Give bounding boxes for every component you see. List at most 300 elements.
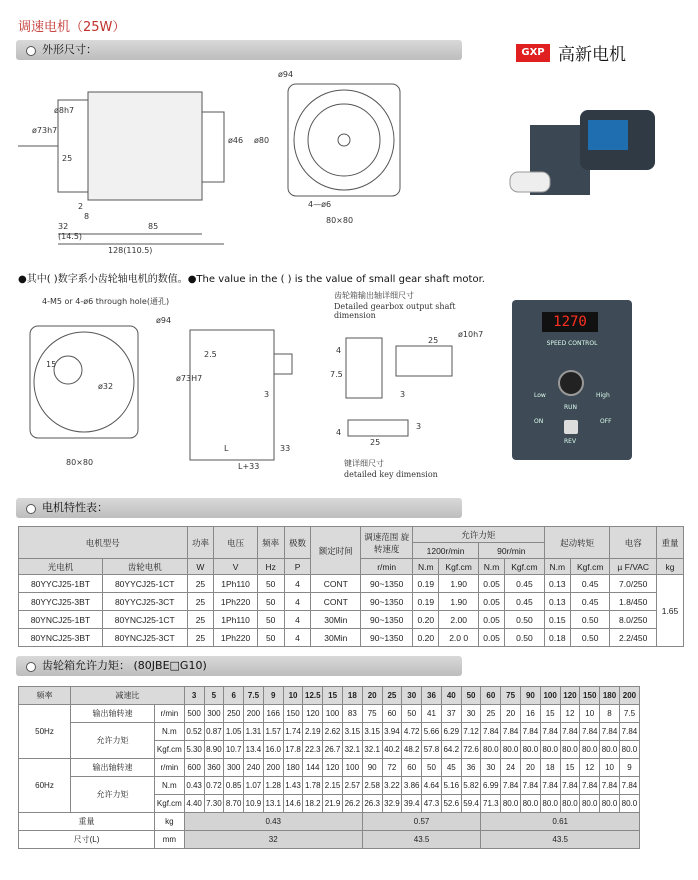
value-cell: 37: [441, 705, 461, 723]
value-cell: 80.0: [619, 795, 639, 813]
motor-characteristics-table: [18, 526, 684, 647]
th-poles: 极数: [284, 527, 311, 559]
value-cell: 200: [244, 705, 264, 723]
value-cell: 9: [619, 759, 639, 777]
table-cell: 0.05: [478, 593, 504, 611]
value-cell: 8.90: [204, 741, 224, 759]
table-cell: 2.2/450: [610, 629, 657, 647]
unit-cell: mm: [155, 831, 185, 849]
th-power: 功率: [187, 527, 214, 559]
dim-key-25: 25: [370, 438, 381, 447]
table-cell: 4: [284, 611, 311, 629]
section-dimensions: 外形尺寸：: [16, 40, 462, 60]
value-cell: 80.0: [540, 795, 560, 813]
dim-15: 15: [46, 360, 57, 369]
note-text: ●其中( )数字系小齿轮轴电机的数值。●The value in the ( ) is the value of small gear shaft motor.: [18, 274, 485, 285]
unit-cell: r/min: [155, 705, 185, 723]
value-cell: 7.30: [204, 795, 224, 813]
brand-logo: [516, 40, 626, 65]
freq-cell: 50Hz: [19, 705, 71, 759]
th2-15: kg: [657, 559, 684, 575]
value-cell: 10: [600, 759, 620, 777]
value-cell: 45: [441, 759, 461, 777]
value-cell: 25: [481, 705, 501, 723]
dim-3: 3: [264, 390, 270, 399]
value-cell: 7.84: [540, 777, 560, 795]
value-cell: 80.0: [560, 795, 580, 813]
value-cell: 0.43: [184, 777, 204, 795]
unit-cell: Kgf.cm: [155, 741, 185, 759]
th2-2: W: [187, 559, 214, 575]
table-cell: 0.18: [544, 629, 570, 647]
table-cell: 50: [257, 611, 284, 629]
table-cell: 1.90: [439, 575, 479, 593]
controller-low: Low: [534, 392, 546, 399]
value-cell: 10.7: [224, 741, 244, 759]
table-cell: 80YNCJ25-3BT: [19, 629, 103, 647]
table-cell: 0.13: [544, 593, 570, 611]
value-cell: 7.5: [619, 705, 639, 723]
value-cell: 47.3: [422, 795, 442, 813]
value-cell: 80.0: [501, 741, 521, 759]
value-cell: 7.84: [580, 777, 600, 795]
table-cell: 4: [284, 593, 311, 611]
dim-4: 4: [336, 346, 342, 355]
value-cell: 0.87: [204, 723, 224, 741]
dim-80x80: 80×80: [326, 216, 354, 225]
controller-run: RUN: [564, 404, 578, 411]
th2-10: N.m: [478, 559, 504, 575]
table-cell: 25: [187, 629, 214, 647]
value-cell: 15: [560, 759, 580, 777]
size-value: 32: [184, 831, 362, 849]
value-cell: 52.6: [441, 795, 461, 813]
value-cell: 48.2: [402, 741, 422, 759]
table-cell: 1Ph110: [214, 611, 257, 629]
value-cell: 166: [263, 705, 283, 723]
th-ratio: 减速比: [71, 687, 185, 705]
value-cell: 1.78: [303, 777, 323, 795]
dim-d94: ø94: [278, 70, 294, 79]
value-cell: 80.0: [600, 741, 620, 759]
value-cell: 7.84: [600, 723, 620, 741]
value-cell: 36: [461, 759, 481, 777]
ratio-cell: 36: [422, 687, 442, 705]
table-cell: 80YYCJ25-1CT: [102, 575, 187, 593]
table-cell: 0.19: [413, 593, 439, 611]
value-cell: 14.6: [283, 795, 303, 813]
table-cell: 7.0/250: [610, 575, 657, 593]
dim-14-5: (14.5): [58, 232, 83, 241]
value-cell: 13.4: [244, 741, 264, 759]
table-cell: 50: [257, 575, 284, 593]
value-cell: 21.9: [323, 795, 343, 813]
ratio-cell: 9: [263, 687, 283, 705]
table-cell: 1Ph220: [214, 629, 257, 647]
value-cell: 7.84: [540, 723, 560, 741]
dim-128: 128(110.5): [108, 246, 153, 255]
value-cell: 7.84: [580, 723, 600, 741]
ratio-cell: 40: [441, 687, 461, 705]
direction-switch[interactable]: [564, 420, 578, 434]
value-cell: 7.84: [619, 777, 639, 795]
value-cell: 3.15: [342, 723, 362, 741]
value-cell: 80.0: [481, 741, 501, 759]
value-cell: 500: [184, 705, 204, 723]
value-cell: 7.84: [481, 723, 501, 741]
dim-7-5: 7.5: [330, 370, 343, 379]
value-cell: 1.05: [224, 723, 244, 741]
dim-d10h7: ø10h7: [458, 330, 484, 339]
value-cell: 40.2: [382, 741, 402, 759]
ratio-cell: 60: [481, 687, 501, 705]
value-cell: 1.07: [244, 777, 264, 795]
weight-value: 0.61: [481, 813, 640, 831]
value-cell: 60: [402, 759, 422, 777]
value-cell: 200: [263, 759, 283, 777]
th2-1: 齿轮电机: [102, 559, 187, 575]
table-cell: 50: [257, 593, 284, 611]
value-cell: 80.0: [521, 741, 541, 759]
unit-cell: kg: [155, 813, 185, 831]
table-cell: 90~1350: [361, 611, 413, 629]
th2-12: N.m: [544, 559, 570, 575]
dim-2: 2: [78, 202, 84, 211]
table-cell: 8.0/250: [610, 611, 657, 629]
dim-32: 32: [58, 222, 69, 231]
value-cell: 360: [204, 759, 224, 777]
section-gearbox: 齿轮箱允许力矩： (80JBE□G10): [16, 656, 462, 676]
table-row: [19, 705, 640, 723]
th-allow-torque: 允许力矩: [413, 527, 545, 543]
controller-label: SPEED CONTROL: [546, 340, 598, 347]
th2-4: Hz: [257, 559, 284, 575]
value-cell: 3.94: [382, 723, 402, 741]
table-cell: 80YYCJ25-1BT: [19, 575, 103, 593]
value-cell: 0.52: [184, 723, 204, 741]
table-cell: 30Min: [311, 629, 361, 647]
value-cell: 80.0: [521, 795, 541, 813]
table-cell: 2.0 0: [439, 629, 479, 647]
table-cell: 25: [187, 611, 214, 629]
dim-d80: ø80: [254, 136, 270, 145]
value-cell: 83: [342, 705, 362, 723]
value-cell: 10.9: [244, 795, 264, 813]
value-cell: 18: [540, 759, 560, 777]
controller-rev: REV: [564, 438, 577, 445]
value-cell: 26.2: [342, 795, 362, 813]
table-row: [19, 723, 640, 741]
th-rated-time: 额定时间: [311, 527, 361, 575]
size-value: 43.5: [481, 831, 640, 849]
table1-body: [19, 575, 684, 647]
value-cell: 59.4: [461, 795, 481, 813]
unit-cell: Kgf.cm: [155, 795, 185, 813]
ratio-cell: 90: [521, 687, 541, 705]
value-cell: 50: [422, 759, 442, 777]
section-characteristics: 电机特性表：: [16, 498, 462, 518]
dim-d8: ø8h7: [54, 106, 75, 115]
value-cell: 5.82: [461, 777, 481, 795]
value-cell: 80.0: [560, 741, 580, 759]
gearbox-dimension-drawing: [18, 290, 488, 486]
freq-cell: 60Hz: [19, 759, 71, 813]
value-cell: 150: [283, 705, 303, 723]
th2-8: N.m: [413, 559, 439, 575]
dim-80x80-2: 80×80: [66, 458, 94, 467]
table-cell: 0.20: [413, 629, 439, 647]
value-cell: 20: [501, 705, 521, 723]
th2-14: µ F/VAC: [610, 559, 657, 575]
motor-image-svg: [500, 80, 670, 210]
value-cell: 26.7: [323, 741, 343, 759]
value-cell: 15: [540, 705, 560, 723]
value-cell: 30: [481, 759, 501, 777]
value-cell: 60: [382, 705, 402, 723]
value-cell: 300: [204, 705, 224, 723]
value-cell: 7.84: [619, 723, 639, 741]
value-cell: 32.1: [362, 741, 382, 759]
value-cell: 5.30: [184, 741, 204, 759]
weight-value: 0.43: [184, 813, 362, 831]
table-cell: 4: [284, 629, 311, 647]
dim-d73H7: ø73H7: [176, 374, 203, 383]
value-cell: 7.12: [461, 723, 481, 741]
motor-outline-svg: [18, 66, 470, 262]
value-cell: 1.57: [263, 723, 283, 741]
value-cell: 180: [283, 759, 303, 777]
weight-cell: 1.65: [657, 575, 684, 647]
gear-shaft-title-en: Detailed gearbox output shaft dimension: [334, 302, 456, 320]
ratio-cell: 6: [224, 687, 244, 705]
key-title-cn: 键详细尺寸: [344, 459, 384, 468]
ratio-cell: 200: [619, 687, 639, 705]
speed-label: 输出轴转速: [71, 705, 155, 723]
value-cell: 64.2: [441, 741, 461, 759]
value-cell: 240: [244, 759, 264, 777]
table-cell: 1Ph110: [214, 575, 257, 593]
value-cell: 72.6: [461, 741, 481, 759]
value-cell: 8: [600, 705, 620, 723]
table-cell: 0.45: [505, 575, 545, 593]
dim-85: 85: [148, 222, 159, 231]
table-cell: 0.15: [544, 611, 570, 629]
value-cell: 80.0: [600, 795, 620, 813]
ratio-cell: 120: [560, 687, 580, 705]
size-value: 43.5: [362, 831, 481, 849]
controller-display: 1270: [542, 312, 598, 332]
motor-photo: [500, 80, 670, 210]
table-row: [19, 831, 640, 849]
value-cell: 0.72: [204, 777, 224, 795]
value-cell: 39.4: [402, 795, 422, 813]
table-cell: 25: [187, 575, 214, 593]
table-row: [19, 777, 640, 795]
value-cell: 80.0: [619, 741, 639, 759]
value-cell: 7.84: [501, 723, 521, 741]
unit-cell: N.m: [155, 777, 185, 795]
ratio-cell: 15: [323, 687, 343, 705]
value-cell: 2.57: [342, 777, 362, 795]
page-title: 调速电机（25W）: [18, 20, 126, 35]
value-cell: 300: [224, 759, 244, 777]
value-cell: 26.3: [362, 795, 382, 813]
value-cell: 57.8: [422, 741, 442, 759]
speed-label: 输出轴转速: [71, 759, 155, 777]
value-cell: 1.28: [263, 777, 283, 795]
th2-9: Kgf.cm: [439, 559, 479, 575]
table-cell: 0.20: [413, 611, 439, 629]
ratio-cell: 18: [342, 687, 362, 705]
value-cell: 120: [303, 705, 323, 723]
table-cell: 80YNCJ25-1BT: [19, 611, 103, 629]
table-cell: 1.8/450: [610, 593, 657, 611]
th-freq: 频率: [257, 527, 284, 559]
table-cell: 0.50: [570, 611, 610, 629]
ratio-cell: 3: [184, 687, 204, 705]
dim-d32: ø32: [98, 382, 114, 391]
dim-shaft-25: 25: [428, 336, 439, 345]
value-cell: 7.84: [560, 723, 580, 741]
value-cell: 13.1: [263, 795, 283, 813]
table-cell: 25: [187, 593, 214, 611]
value-cell: 7.84: [560, 777, 580, 795]
value-cell: 80.0: [501, 795, 521, 813]
ratio-cell: 25: [382, 687, 402, 705]
table-cell: 80YYCJ25-3BT: [19, 593, 103, 611]
dim-4-d6: 4—ø6: [308, 200, 332, 209]
th-1200: 1200r/min: [413, 543, 479, 559]
value-cell: 1.74: [283, 723, 303, 741]
table-row: [19, 759, 640, 777]
table-cell: 50: [257, 629, 284, 647]
speed-knob[interactable]: [558, 370, 584, 396]
table-cell: 30Min: [311, 611, 361, 629]
value-cell: 32.9: [382, 795, 402, 813]
ratio-cell: 75: [501, 687, 521, 705]
brand-name: 高新电机: [558, 45, 626, 65]
motor-dimension-drawing: [18, 66, 470, 262]
table-cell: 1.90: [439, 593, 479, 611]
value-cell: 80.0: [580, 795, 600, 813]
value-cell: 30: [461, 705, 481, 723]
table-row: [19, 575, 684, 593]
table-cell: 0.45: [570, 593, 610, 611]
dim-d94-2: ø94: [156, 316, 172, 325]
controller-high: High: [596, 392, 610, 399]
table-cell: 0.19: [413, 575, 439, 593]
value-cell: 250: [224, 705, 244, 723]
value-cell: 80.0: [580, 741, 600, 759]
table-cell: 0.13: [544, 575, 570, 593]
value-cell: 10: [580, 705, 600, 723]
table-cell: 0.05: [478, 611, 504, 629]
th-weight: 重量: [657, 527, 684, 559]
controller-off: OFF: [600, 418, 612, 425]
value-cell: 12: [560, 705, 580, 723]
table-cell: 0.05: [478, 629, 504, 647]
th2-13: Kgf.cm: [570, 559, 610, 575]
th-frequency: 频率: [19, 687, 71, 705]
value-cell: 17.8: [283, 741, 303, 759]
value-cell: 90: [362, 759, 382, 777]
table-cell: 90~1350: [361, 575, 413, 593]
value-cell: 75: [362, 705, 382, 723]
table-row: [19, 813, 640, 831]
ratio-cell: 150: [580, 687, 600, 705]
dim-d46: ø46: [228, 136, 244, 145]
value-cell: 16: [521, 705, 541, 723]
th-start-torque: 起动转矩: [544, 527, 610, 559]
dim-L33: L+33: [238, 462, 260, 471]
table-cell: 2.00: [439, 611, 479, 629]
value-cell: 6.29: [441, 723, 461, 741]
table-cell: 0.45: [570, 575, 610, 593]
dim-key-3: 3: [400, 390, 406, 399]
value-cell: 4.40: [184, 795, 204, 813]
brand-mark: GXP: [516, 44, 550, 62]
unit-cell: N.m: [155, 723, 185, 741]
table-cell: 90~1350: [361, 629, 413, 647]
value-cell: 2.15: [323, 777, 343, 795]
th-90: 90r/min: [478, 543, 544, 559]
value-cell: 16.0: [263, 741, 283, 759]
th2-11: Kgf.cm: [505, 559, 545, 575]
ratio-cell: 180: [600, 687, 620, 705]
value-cell: 50: [402, 705, 422, 723]
ratio-cell: 100: [540, 687, 560, 705]
controller-on: ON: [534, 418, 544, 425]
ratio-cell: 7.5: [244, 687, 264, 705]
value-cell: 7.84: [521, 723, 541, 741]
value-cell: 120: [323, 759, 343, 777]
value-cell: 0.85: [224, 777, 244, 795]
value-cell: 1.43: [283, 777, 303, 795]
value-cell: 4.72: [402, 723, 422, 741]
table-cell: 90~1350: [361, 593, 413, 611]
value-cell: 18.2: [303, 795, 323, 813]
value-cell: 41: [422, 705, 442, 723]
value-cell: 1.31: [244, 723, 264, 741]
value-cell: 72: [382, 759, 402, 777]
table-cell: 80YYCJ25-3CT: [102, 593, 187, 611]
table-row: [19, 687, 640, 705]
value-cell: 144: [303, 759, 323, 777]
value-cell: 7.84: [501, 777, 521, 795]
value-cell: 2.19: [303, 723, 323, 741]
ratio-cell: 5: [204, 687, 224, 705]
speed-controller-photo: [512, 300, 632, 460]
gear-shaft-title-cn: 齿轮箱输出轴详细尺寸: [334, 291, 414, 300]
value-cell: 4.64: [422, 777, 442, 795]
ratio-cell: 30: [402, 687, 422, 705]
dim-33: 33: [280, 444, 291, 453]
table-row: [19, 593, 684, 611]
dim-2-5: 2.5: [204, 350, 217, 359]
value-cell: 3.22: [382, 777, 402, 795]
value-cell: 80.0: [540, 741, 560, 759]
table-cell: 80YNCJ25-3CT: [102, 629, 187, 647]
value-cell: 7.84: [521, 777, 541, 795]
value-cell: 32.1: [342, 741, 362, 759]
th-model: 电机型号: [19, 527, 188, 559]
value-cell: 5.66: [422, 723, 442, 741]
weight-label: 重量: [19, 813, 155, 831]
value-cell: 3.15: [362, 723, 382, 741]
key-title-en: detailed key dimension: [344, 470, 438, 479]
value-cell: 2.62: [323, 723, 343, 741]
th2-0: 光电机: [19, 559, 103, 575]
